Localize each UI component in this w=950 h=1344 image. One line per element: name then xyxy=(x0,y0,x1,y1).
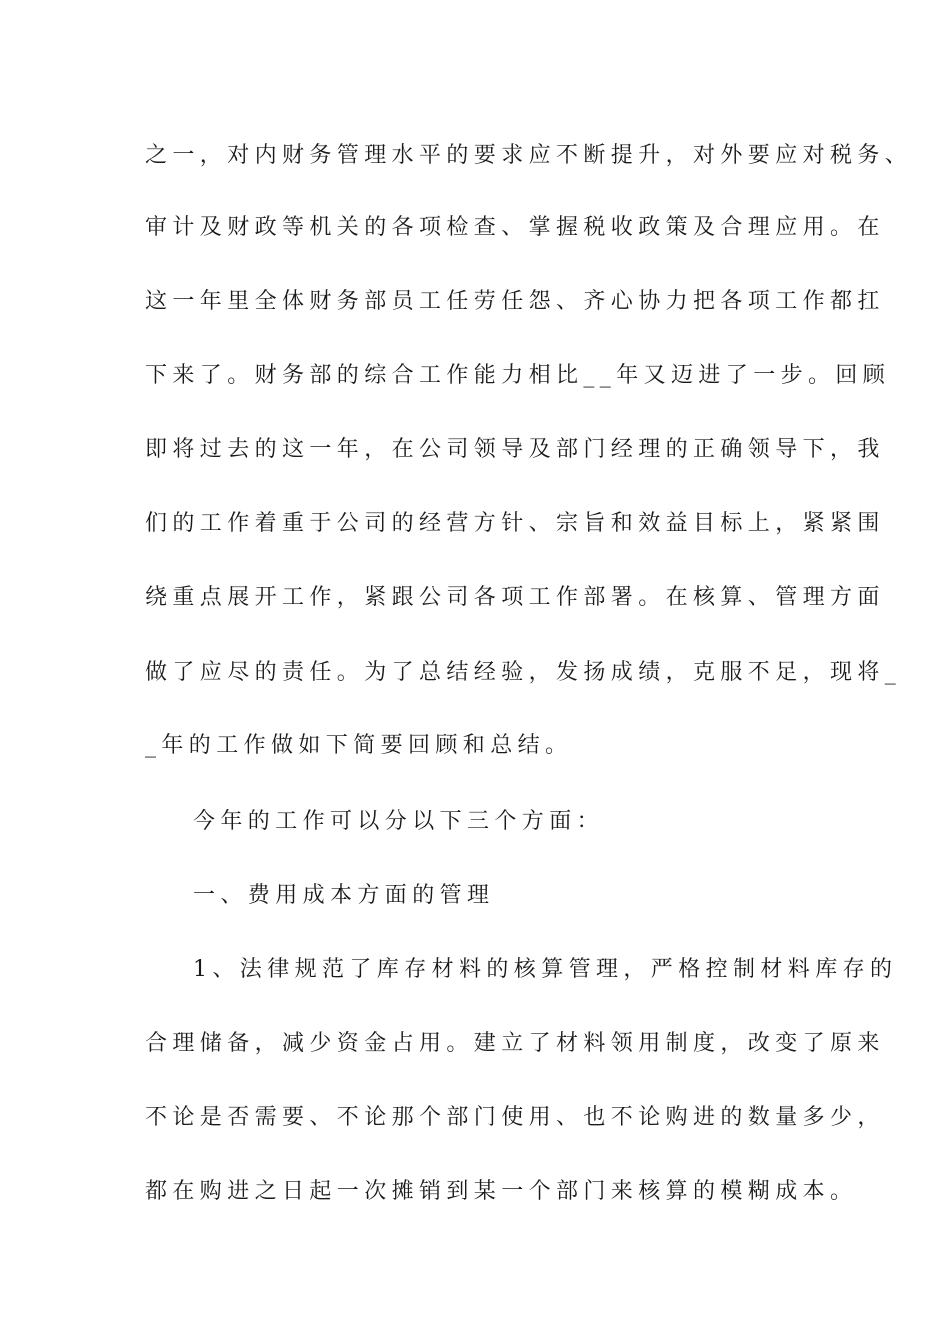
paragraph-line: 合理储备，减少资金占用。建立了材料领用制度，改变了原来 xyxy=(145,1031,885,1056)
paragraph-line: 今年的工作可以分以下三个方面： xyxy=(193,809,605,834)
paragraph-line: 们的工作着重于公司的经营方针、宗旨和效益目标上，紧紧围 xyxy=(145,511,885,536)
paragraph-line: 不论是否需要、不论那个部门使用、也不论购进的数量多少， xyxy=(145,1105,885,1130)
paragraph-line: 即将过去的这一年，在公司领导及部门经理的正确领导下，我 xyxy=(145,437,885,462)
paragraph-line: 这一年里全体财务部员工任劳任怨、齐心协力把各项工作都扛 xyxy=(145,289,885,314)
section-heading: 一、费用成本方面的管理 xyxy=(193,883,495,908)
paragraph-line: 都在购进之日起一次摊销到某一个部门来核算的模糊成本。 xyxy=(145,1179,858,1204)
paragraph-line: 1、法律规范了库存材料的核算管理，严格控制材料库存的 xyxy=(193,957,898,982)
paragraph-line: _年的工作做如下简要回顾和总结。 xyxy=(145,733,573,758)
paragraph-line: 之一，对内财务管理水平的要求应不断提升，对外要应对税务、 xyxy=(145,143,913,168)
paragraph-line: 绕重点展开工作，紧跟公司各项工作部署。在核算、管理方面 xyxy=(145,585,885,610)
paragraph-line: 审计及财政等机关的各项检查、掌握税收政策及合理应用。在 xyxy=(145,215,885,240)
paragraph-line: 做了应尽的责任。为了总结经验，发扬成绩，克服不足，现将_ xyxy=(145,660,902,685)
paragraph-line: 下来了。财务部的综合工作能力相比__年又迈进了一步。回顾 xyxy=(145,363,891,388)
